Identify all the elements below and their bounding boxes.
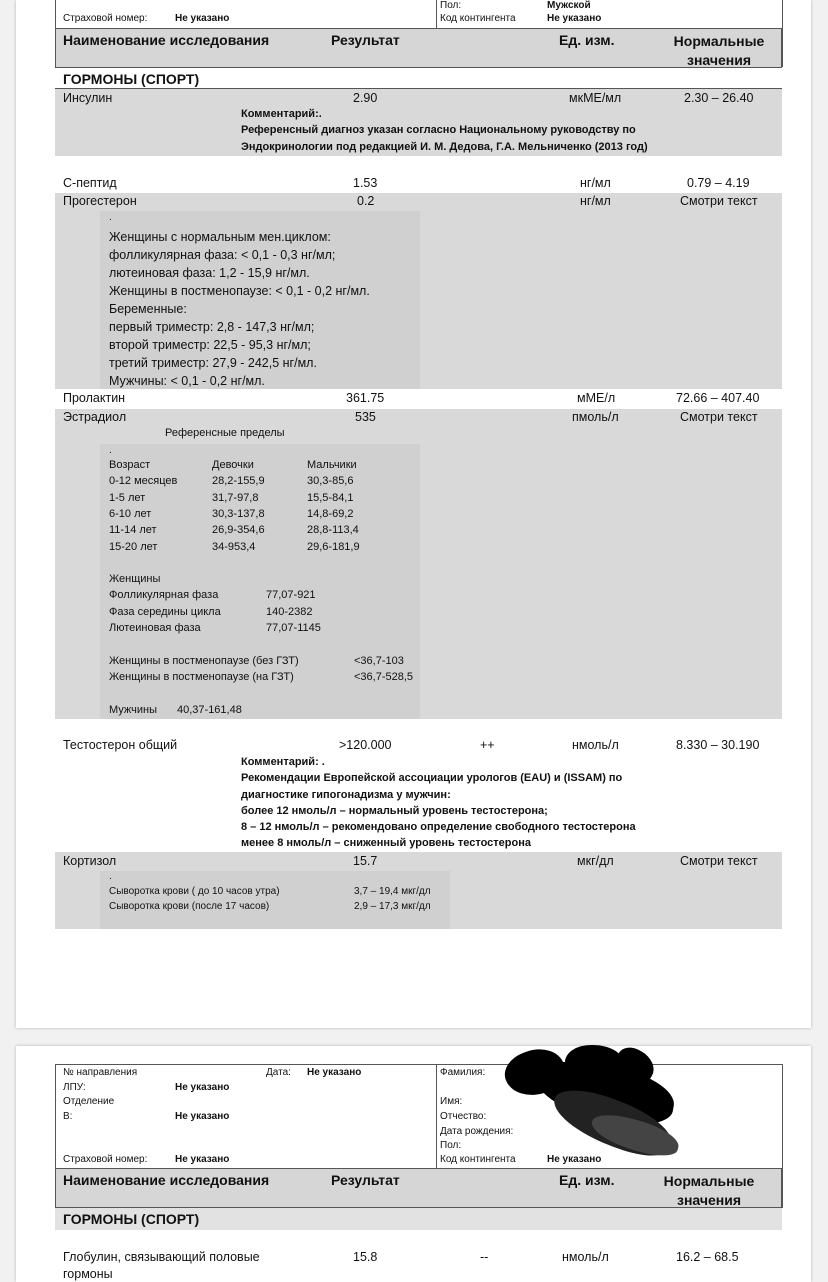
- progesterone-ref-line: Мужчины: < 0,1 - 0,2 нг/мл.: [109, 374, 265, 388]
- insurance-label: Страховой номер:: [63, 1154, 148, 1165]
- gender-label: Пол:: [440, 0, 462, 11]
- progesterone-dot: .: [109, 212, 112, 223]
- insurance-value: Не указано: [175, 1154, 230, 1165]
- age-row-boys: 29,6-181,9: [307, 541, 360, 553]
- birth-label: Дата рождения:: [440, 1126, 514, 1137]
- column-norm-header: [644, 1172, 774, 1210]
- cortisol-dot: .: [109, 871, 112, 882]
- section-title: ГОРМОНЫ (СПОРТ): [63, 71, 200, 87]
- progesterone-name: Прогестерон: [63, 194, 137, 208]
- estradiol-name: Эстрадиол: [63, 410, 127, 424]
- shbg-norm: 16.2 – 68.5: [676, 1250, 739, 1264]
- age-row-girls: 31,7-97,8: [212, 492, 259, 504]
- prolactin-result: 361.75: [346, 391, 385, 405]
- testosterone-comment-line: менее 8 нмоль/л – сниженный уровень тестостерона: [241, 837, 531, 849]
- progesterone-ref-line: лютеиновая фаза: 1,2 - 15,9 нг/мл.: [109, 266, 310, 280]
- women-phase: Лютеиновая фаза: [109, 622, 201, 634]
- dept-label: Отделение: [63, 1096, 115, 1107]
- name-label: Имя:: [440, 1096, 463, 1107]
- testosterone-comment-line: диагностике гипогонадизма у мужчин:: [241, 789, 451, 801]
- age-row-age: 11-14 лет: [109, 524, 157, 536]
- column-name-header: Наименование исследования: [63, 1172, 270, 1188]
- insulin-unit: мкМЕ/мл: [569, 91, 622, 105]
- cpeptide-name: С-пептид: [63, 176, 117, 190]
- section-title: ГОРМОНЫ (СПОРТ): [63, 1211, 200, 1227]
- progesterone-ref-line: Женщины с нормальным мен.циклом:: [109, 230, 331, 244]
- cortisol-norm: Смотри текст: [680, 854, 758, 868]
- age-row-age: 15-20 лет: [109, 541, 158, 553]
- column-norm-header: [654, 32, 784, 70]
- progesterone-ref-line: Женщины в постменопаузе: < 0,1 - 0,2 нг/мл.: [109, 284, 370, 298]
- age-row-girls: 34-953,4: [212, 541, 256, 553]
- gender-value: Мужской: [547, 0, 591, 11]
- cpeptide-unit: нг/мл: [580, 176, 611, 190]
- testosterone-comment-line: более 12 нмоль/л – нормальный уровень тестостерона;: [241, 805, 548, 817]
- cpeptide-result: 1.53: [353, 176, 378, 190]
- age-row-age: 6-10 лет: [109, 508, 152, 520]
- age-col-header: Возраст: [109, 459, 151, 471]
- column-name-header: Наименование исследования: [63, 32, 270, 48]
- column-norm-line2: значения: [677, 1192, 741, 1208]
- age-row-boys: 15,5-84,1: [307, 492, 354, 504]
- column-unit-header: Ед. изм.: [559, 32, 615, 48]
- column-norm-line1: Нормальные: [673, 33, 765, 49]
- testosterone-unit: нмоль/л: [572, 738, 619, 752]
- progesterone-ref-line: второй триместр: 22,5 - 95,3 нг/мл;: [109, 338, 311, 352]
- age-row-girls: 30,3-137,8: [212, 508, 265, 520]
- age-row-girls: 26,9-354,6: [212, 524, 265, 536]
- progesterone-unit: нг/мл: [580, 194, 611, 208]
- testosterone-norm: 8.330 – 30.190: [676, 738, 760, 752]
- surname-label: Фамилия:: [440, 1067, 486, 1078]
- boys-col-header: Мальчики: [307, 459, 357, 471]
- age-row-boys: 14,8-69,2: [307, 508, 354, 520]
- estradiol-result: 535: [355, 410, 376, 424]
- age-row-age: 0-12 месяцев: [109, 475, 178, 487]
- insurance-label: Страховой номер:: [63, 13, 148, 24]
- postmenopause-value: <36,7-103: [354, 655, 404, 667]
- estradiol-ref-title: Референсные пределы: [165, 427, 285, 439]
- column-result-header: Результат: [331, 32, 400, 48]
- column-result-header: Результат: [331, 1172, 400, 1188]
- postmenopause-label: Женщины в постменопаузе (без ГЗТ): [109, 655, 299, 667]
- prolactin-unit: мМЕ/л: [577, 391, 616, 405]
- testosterone-comment-line: 8 – 12 нмоль/л – рекомендовано определение свободного тестостерона: [241, 821, 636, 833]
- shbg-result: 15.8: [353, 1250, 378, 1264]
- postmenopause-label: Женщины в постменопаузе (на ГЗТ): [109, 671, 294, 683]
- prolactin-name: Пролактин: [63, 391, 126, 405]
- insurance-value: Не указано: [175, 13, 230, 24]
- postmenopause-value: <36,7-528,5: [354, 671, 414, 683]
- cortisol-name: Кортизол: [63, 854, 117, 868]
- progesterone-ref-line: фолликулярная фаза: < 0,1 - 0,3 нг/мл;: [109, 248, 336, 262]
- women-phase: Фолликулярная фаза: [109, 589, 219, 601]
- testosterone-comment-title: Комментарий: .: [241, 756, 325, 768]
- women-value: 140-2382: [266, 606, 313, 618]
- progesterone-result: 0.2: [357, 194, 375, 208]
- age-row-boys: 30,3-85,6: [307, 475, 354, 487]
- column-header-row: [55, 1168, 782, 1208]
- insulin-comment-line1: Референсный диагноз указан согласно Национальному руководству по: [241, 124, 636, 136]
- women-value: 77,07-1145: [266, 622, 321, 634]
- shbg-name-line1: Глобулин, связывающий половые: [63, 1250, 260, 1264]
- in-value: Не указано: [175, 1111, 230, 1122]
- column-norm-line2: значения: [687, 52, 751, 68]
- progesterone-ref-line: Беременные:: [109, 302, 187, 316]
- testosterone-comment-line: Рекомендации Европейской ассоциации урологов (EAU) и (ISSAM) по: [241, 772, 623, 784]
- insulin-comment-line2: Эндокринологии под редакцией И. М. Дедова, Г.А. Мельниченко (2013 год): [241, 141, 648, 153]
- testosterone-flag: ++: [480, 738, 495, 752]
- shbg-flag: --: [480, 1250, 489, 1264]
- cpeptide-norm: 0.79 – 4.19: [687, 176, 750, 190]
- redaction-scribble: [495, 1045, 690, 1155]
- patronymic-label: Отчество:: [440, 1111, 487, 1122]
- lpu-value: Не указано: [175, 1082, 230, 1093]
- contingent-value: Не указано: [547, 1154, 602, 1165]
- age-row-age: 1-5 лет: [109, 492, 146, 504]
- gender-label: Пол:: [440, 1140, 462, 1151]
- shbg-unit: нмоль/л: [562, 1250, 609, 1264]
- cortisol-unit: мкг/дл: [577, 854, 614, 868]
- cortisol-ref-value: 2,9 – 17,3 мкг/дл: [354, 901, 431, 912]
- women-value: 77,07-921: [266, 589, 316, 601]
- prolactin-norm: 72.66 – 407.40: [676, 391, 760, 405]
- testosterone-result: >120.000: [339, 738, 392, 752]
- age-row-boys: 28,8-113,4: [307, 524, 359, 536]
- men-label: Мужчины: [109, 704, 158, 716]
- testosterone-name: Тестостерон общий: [63, 738, 178, 752]
- cortisol-result: 15.7: [353, 854, 378, 868]
- contingent-label: Код контингента: [440, 13, 516, 24]
- insulin-name: Инсулин: [63, 91, 113, 105]
- progesterone-norm: Смотри текст: [680, 194, 758, 208]
- date-label: Дата:: [266, 1067, 291, 1078]
- insulin-comment-title: Комментарий:.: [241, 108, 322, 120]
- shbg-name-line2: гормоны: [63, 1267, 113, 1281]
- cortisol-ref-label: Сыворотка крови (после 17 часов): [109, 901, 270, 912]
- estradiol-norm: Смотри текст: [680, 410, 758, 424]
- in-label: В:: [63, 1111, 73, 1122]
- insulin-norm: 2.30 – 26.40: [684, 91, 754, 105]
- estradiol-dot: .: [109, 445, 112, 456]
- progesterone-ref-line: первый триместр: 2,8 - 147,3 нг/мл;: [109, 320, 315, 334]
- cortisol-ref-value: 3,7 – 19,4 мкг/дл: [354, 886, 431, 897]
- women-phase: Фаза середины цикла: [109, 606, 221, 618]
- date-value: Не указано: [307, 1067, 362, 1078]
- insulin-result: 2.90: [353, 91, 378, 105]
- contingent-value: Не указано: [547, 13, 602, 24]
- cortisol-ref-label: Сыворотка крови ( до 10 часов утра): [109, 886, 280, 897]
- men-value: 40,37-161,48: [177, 704, 242, 716]
- column-norm-line1: Нормальные: [663, 1173, 755, 1189]
- women-title: Женщины: [109, 573, 161, 585]
- lpu-label: ЛПУ:: [63, 1082, 86, 1093]
- age-row-girls: 28,2-155,9: [212, 475, 265, 487]
- referral-label: № направления: [63, 1067, 138, 1078]
- estradiol-unit: пмоль/л: [572, 410, 619, 424]
- girls-col-header: Девочки: [212, 459, 254, 471]
- column-unit-header: Ед. изм.: [559, 1172, 615, 1188]
- progesterone-ref-line: третий триместр: 27,9 - 242,5 нг/мл.: [109, 356, 317, 370]
- column-header-row: [55, 28, 782, 68]
- contingent-label: Код контингента: [440, 1154, 516, 1165]
